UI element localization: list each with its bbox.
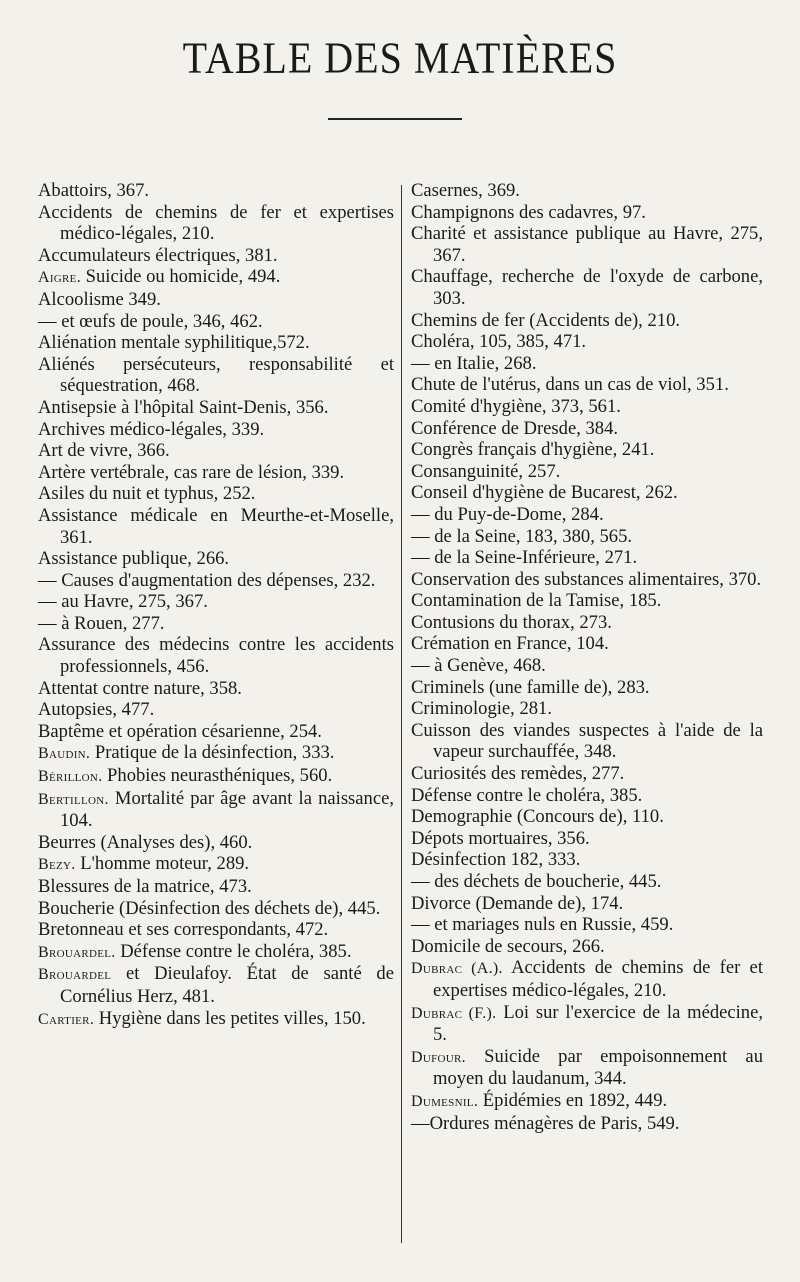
entry-text: — de la Seine, 183, 380, 565. (411, 525, 633, 547)
index-entry (411, 871, 763, 893)
author-name: Bezy. (38, 856, 76, 874)
entry-text: Contusions du thorax, 273. (411, 611, 612, 633)
index-entry (38, 634, 394, 677)
index-entry (38, 898, 394, 920)
index-entry (411, 720, 763, 763)
index-entry (411, 374, 763, 396)
index-entry (38, 245, 394, 267)
entry-text: Désinfection 182, 333. (411, 849, 581, 871)
index-entry (38, 742, 394, 765)
entry-text: Criminologie, 281. (411, 698, 552, 720)
index-entry (38, 853, 394, 876)
index-entry (38, 440, 394, 462)
index-entry (38, 548, 394, 570)
index-entry (411, 180, 763, 202)
entry-text: Art de vivre, 366. (38, 440, 170, 462)
entry-text: Cuisson des viandes suspectes à l'aide de la vapeur surchauffée, 348. (411, 719, 763, 763)
title-rule (328, 118, 462, 120)
entry-text: Antisepsie à l'hôpital Saint-Denis, 356. (38, 396, 329, 418)
index-entry (38, 311, 394, 333)
entry-text: Congrès français d'hygiène, 241. (411, 439, 655, 461)
index-entry (411, 310, 763, 332)
entry-text: Assistance médicale en Meurthe-et-Moselle, 361. (38, 504, 394, 548)
entry-text: Beurres (Analyses des), 460. (38, 831, 253, 853)
index-entry (411, 223, 763, 266)
index-entry (411, 482, 763, 504)
index-entry (411, 547, 763, 569)
entry-text: Conseil d'hygiène de Bucarest, 262. (411, 482, 678, 504)
index-entry (411, 612, 763, 634)
entry-text: et Dieulafoy. État de santé de Cornélius Herz, 481. (60, 963, 394, 1007)
page-title: TABLE DES MATIÈRES (182, 32, 618, 83)
index-entry (38, 570, 394, 592)
index-entry (38, 919, 394, 941)
author-name: Bérillon. (38, 768, 103, 786)
entry-text: — de la Seine-Inférieure, 271. (411, 547, 638, 569)
index-entry (411, 698, 763, 720)
author-name: Baudin. (38, 745, 91, 763)
author-name: Brouardel (38, 966, 112, 984)
entry-text: Abattoirs, 367. (38, 180, 150, 201)
index-entry (38, 591, 394, 613)
entry-text: Aliénation mentale syphilitique,572. (38, 332, 310, 354)
entry-text: Bretonneau et ses correspondants, 472. (38, 919, 329, 941)
index-entry (411, 590, 763, 612)
index-entry (411, 396, 763, 418)
index-entry (411, 569, 763, 591)
entry-text: Phobies neurasthéniques, 560. (102, 765, 333, 787)
index-entry (411, 1090, 763, 1113)
author-name: Dumesnil. (411, 1092, 479, 1110)
entry-text: Suicide par empoisonnement au moyen du laudanum, 344. (433, 1045, 763, 1090)
entry-text: Défense contre le choléra, 385. (411, 784, 643, 806)
index-entry (38, 788, 394, 832)
entry-text: Champignons des cadavres, 97. (411, 201, 646, 223)
index-entry (411, 677, 763, 699)
entry-text: Accidents de chemins de fer et expertises médico-légales, 210. (38, 201, 394, 245)
entry-text: Curiosités des remèdes, 277. (411, 763, 625, 785)
index-entry (38, 289, 394, 311)
entry-text: Défense contre le choléra, 385. (115, 940, 352, 962)
index-entry (411, 418, 763, 440)
index-entry (38, 505, 394, 548)
index-entry (411, 914, 763, 936)
author-name: Dubrac (F.). (411, 1004, 497, 1022)
author-name: Dubrac (A.). (411, 960, 503, 978)
index-entry (38, 678, 394, 700)
entry-text: Accidents de chemins de fer et expertises médico-légales, 210. (433, 957, 763, 1001)
entry-text: — et œufs de poule, 346, 462. (38, 310, 263, 332)
index-entry (411, 763, 763, 785)
entry-text: Casernes, 369. (411, 180, 520, 201)
entry-text: Criminels (une famille de), 283. (411, 676, 650, 698)
index-entry (411, 202, 763, 224)
index-entry (411, 504, 763, 526)
index-entry (38, 699, 394, 721)
index-entry (38, 1008, 394, 1031)
index-entry (411, 1046, 763, 1090)
index-entry (38, 832, 394, 854)
index-entry (38, 397, 394, 419)
index-entry (411, 785, 763, 807)
index-entry (38, 332, 394, 354)
index-entry (411, 655, 763, 677)
entry-text: —Ordures ménagères de Paris, 549. (411, 1112, 680, 1134)
index-entry (411, 957, 763, 1001)
entry-text: — en Italie, 268. (411, 352, 537, 374)
entry-text: Blessures de la matrice, 473. (38, 876, 252, 897)
entry-text: Chemins de fer (Accidents de), 210. (411, 309, 681, 331)
index-entry (38, 941, 394, 964)
index-entry (411, 331, 763, 353)
entry-text: Loi sur l'exercice de la médecine, 5. (433, 1001, 763, 1046)
entry-text: — et mariages nuls en Russie, 459. (411, 914, 674, 936)
entry-text: Consanguinité, 257. (411, 460, 561, 482)
entry-text: — du Puy-de-Dome, 284. (411, 503, 604, 525)
entry-text: — à Rouen, 277. (38, 612, 165, 634)
index-entry (38, 202, 394, 245)
entry-text: Demographie (Concours de), 110. (411, 806, 664, 828)
index-entry (38, 876, 394, 898)
entry-text: Chute de l'utérus, dans un cas de viol, 351. (411, 374, 729, 396)
entry-text: Attentat contre nature, 358. (38, 677, 242, 699)
index-entry (411, 266, 763, 309)
index-entry (38, 721, 394, 743)
entry-text: Boucherie (Désinfection des déchets de), 445. (38, 897, 381, 919)
index-entry (38, 613, 394, 635)
index-entry (38, 180, 394, 202)
entry-text: Assistance publique, 266. (38, 548, 230, 570)
index-entry (38, 462, 394, 484)
index-entry (411, 1002, 763, 1046)
entry-text: Choléra, 105, 385, 471. (411, 331, 587, 353)
index-entry (411, 526, 763, 548)
entry-text: Aliénés persécuteurs, responsabilité et séquestration, 468. (38, 353, 394, 397)
index-entry (411, 936, 763, 958)
author-name: Bertillon. (38, 790, 109, 808)
index-entry (38, 419, 394, 441)
entry-text: Contamination de la Tamise, 185. (411, 590, 662, 612)
index-entry (411, 461, 763, 483)
index-entry (411, 353, 763, 375)
index-entry (38, 483, 394, 505)
entry-text: Baptême et opération césarienne, 254. (38, 720, 322, 742)
entry-text: Assurance des médecins contre les accidents professionnels, 456. (38, 634, 394, 678)
entry-text: Autopsies, 477. (38, 699, 155, 721)
entry-text: Suicide ou homicide, 494. (81, 266, 281, 288)
index-entry (411, 1113, 763, 1135)
index-entry (411, 633, 763, 655)
entry-text: Hygiène dans les petites villes, 150. (94, 1007, 366, 1029)
index-entry (411, 849, 763, 871)
entry-text: Conférence de Dresde, 384. (411, 417, 619, 439)
index-entry (38, 266, 394, 289)
entry-text: Mortalité par âge avant la naissance, 104. (60, 787, 394, 832)
entry-text: Chauffage, recherche de l'oxyde de carbone, 303. (411, 266, 763, 309)
index-entry (38, 354, 394, 397)
entry-text: L'homme moteur, 289. (75, 853, 250, 875)
index-entry (38, 765, 394, 788)
entry-text: — au Havre, 275, 367. (38, 591, 208, 613)
entry-text: Charité et assistance publique au Havre, 275, 367. (411, 223, 763, 266)
entry-text: Artère vertébrale, cas rare de lésion, 339. (38, 461, 345, 483)
entry-text: Domicile de secours, 266. (411, 935, 605, 957)
entry-text: Accumulateurs électriques, 381. (38, 244, 278, 266)
entry-text: — des déchets de boucherie, 445. (411, 871, 662, 892)
author-name: Cartier. (38, 1010, 95, 1028)
author-name: Brouardel. (38, 943, 116, 961)
entry-text: Crémation en France, 104. (411, 633, 609, 655)
index-entry (38, 963, 394, 1007)
entry-text: Conservation des substances alimentaires, 370. (411, 568, 762, 590)
index-column-right (411, 180, 763, 1134)
column-divider (401, 185, 402, 1243)
entry-text: Divorce (Demande de), 174. (411, 892, 624, 914)
author-name: Aigre. (38, 269, 82, 287)
entry-text: — à Genève, 468. (411, 655, 546, 677)
index-entry (411, 893, 763, 915)
author-name: Dufour. (411, 1048, 466, 1066)
entry-text: Asiles du nuit et typhus, 252. (38, 483, 256, 505)
entry-text: Alcoolisme 349. (38, 288, 161, 310)
entry-text: Dépots mortuaires, 356. (411, 827, 590, 849)
index-entry (411, 806, 763, 828)
index-entry (411, 439, 763, 461)
entry-text: Comité d'hygiène, 373, 561. (411, 395, 621, 417)
entry-text: Pratique de la désinfection, 333. (90, 742, 335, 764)
entry-text: Épidémies en 1892, 449. (478, 1089, 668, 1111)
index-column-left (38, 180, 394, 1030)
entry-text: Archives médico-légales, 339. (38, 418, 265, 440)
index-entry (411, 828, 763, 850)
entry-text: — Causes d'augmentation des dépenses, 232. (38, 569, 376, 591)
